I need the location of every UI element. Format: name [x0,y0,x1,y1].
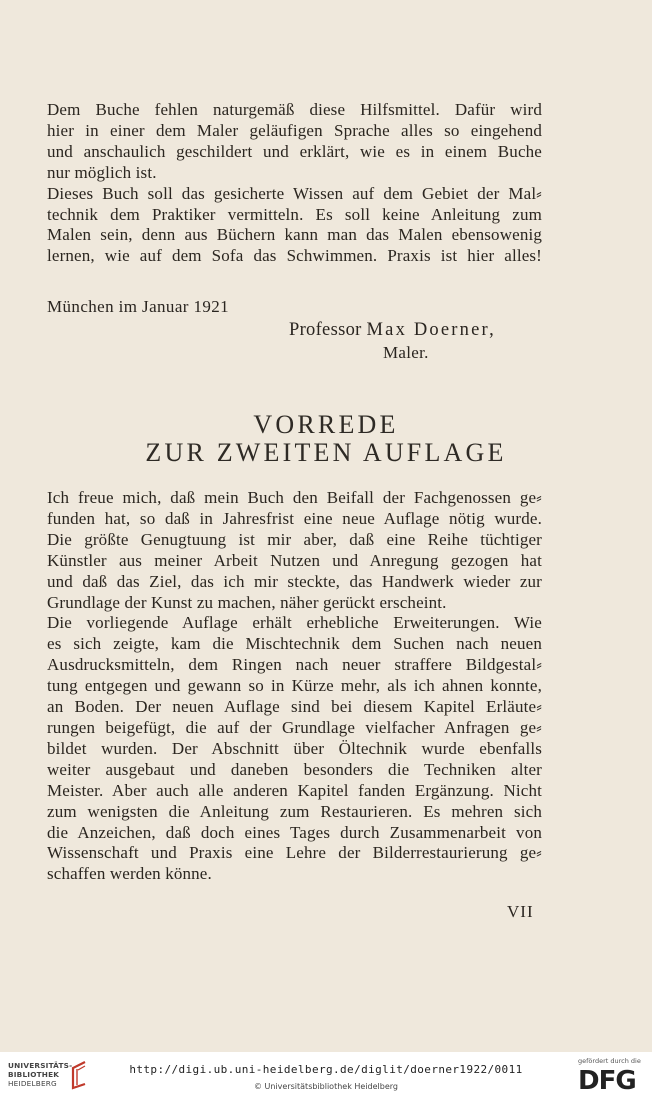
permalink-url[interactable]: http://digi.ub.uni-heidelberg.de/diglit/doerner1922/0011 [129,1063,523,1076]
text-line: zum wenigsten die Anleitung zum Restaurieren. Es mehren sich [47,801,542,821]
text-line: hier in einer dem Maler geläufigen Sprache alles so eingehend [47,120,542,140]
text-line: technik dem Praktiker vermitteln. Es soll keine Anleitung zum [47,204,542,224]
text-line: Ausdrucksmitteln, dem Ringen nach neuer straffere Bildgestal⸗ [47,655,542,675]
library-name-line3: HEIDELBERG [8,1079,57,1088]
intro-paragraph [47,100,542,267]
text-line: Malen sein, denn aus Büchern kann man das Malen ebensowenig [47,225,542,245]
text-line: Dem Buche fehlen naturgemäß diese Hilfsmittel. Dafür wird [47,100,542,119]
text-line: Ich freue mich, daß mein Buch den Beifall der Fachgenossen ge⸗ [47,488,542,507]
library-name-line2: BIBLIOTHEK [8,1070,60,1079]
section-heading-line2: ZUR ZWEITEN AUFLAGE [145,438,507,467]
copyright-notice: © Universitätsbibliothek Heidelberg [253,1082,398,1091]
signature [289,320,496,341]
viewer-footer [0,1052,652,1099]
page-number: VII [507,902,534,921]
text-line: schaffen werden könne. [47,864,212,884]
body-paragraph [47,488,542,885]
signature-role: Maler. [383,343,429,362]
text-line: Künstler aus meiner Arbeit Nutzen und Anregung gezogen hat [47,550,542,570]
section-heading-line1: VORREDE [253,410,399,439]
text-line: Wissenschaft und Praxis eine Lehre der Bilderrestaurierung ge⸗ [47,843,542,863]
text-line: rungen beigefügt, die auf der Grundlage vielfacher Anfragen ge⸗ [47,717,542,737]
text-line: die Anzeichen, daß doch eines Tages durch Zusammenarbeit von [47,822,542,842]
text-line: Grundlage der Kunst zu machen, näher gerückt erscheint. [47,592,447,612]
text-line: tung entgegen und gewann so in Kürze mehr, als ich ahnen konnte, [47,676,542,696]
signature-name: Max Doerner, [366,320,496,340]
text-line: an Boden. Der neuen Auflage sind bei diesem Kapitel Erläute⸗ [47,697,542,717]
text-line: Dieses Buch soll das gesicherte Wissen auf dem Gebiet der Mal⸗ [47,183,542,203]
dateline: München im Januar 1921 [47,297,230,316]
text-line: Die größte Genugtuung ist mir aber, daß eine Reihe tüchtiger [47,529,542,549]
text-line: Die vorliegende Auflage erhält erhebliche Erweiterungen. Wie [47,613,542,633]
text-line: und daß das Ziel, das ich mir steckte, das Handwerk wieder zur [47,571,542,591]
text-line: bildet wurden. Der Abschnitt über Öltechnik wurde ebenfalls [47,738,542,758]
text-line: es sich zeigte, kam die Mischtechnik dem Suchen nach neuen [47,634,542,654]
funding-note: gefördert durch die [578,1057,641,1065]
text-line: Meister. Aber auch alle anderen Kapitel fanden Ergänzung. Nicht [47,780,542,800]
text-line: weiter ausgebaut und daneben besonders die Techniken alter [47,759,542,779]
text-line: funden hat, so daß in Jahresfrist eine neue Auflage nötig wurde. [47,508,542,528]
text-line: und anschaulich geschildert und erklärt, wie es in einem Buche [47,141,542,161]
text-line: lernen, wie auf dem Sofa das Schwimmen. Praxis ist hier alles! [47,246,542,266]
signature-title: Professor [289,320,362,340]
library-name-line1: UNIVERSITÄTS- [8,1061,73,1070]
text-line: nur möglich ist. [47,162,157,182]
dfg-logo[interactable]: DFG [578,1066,636,1096]
